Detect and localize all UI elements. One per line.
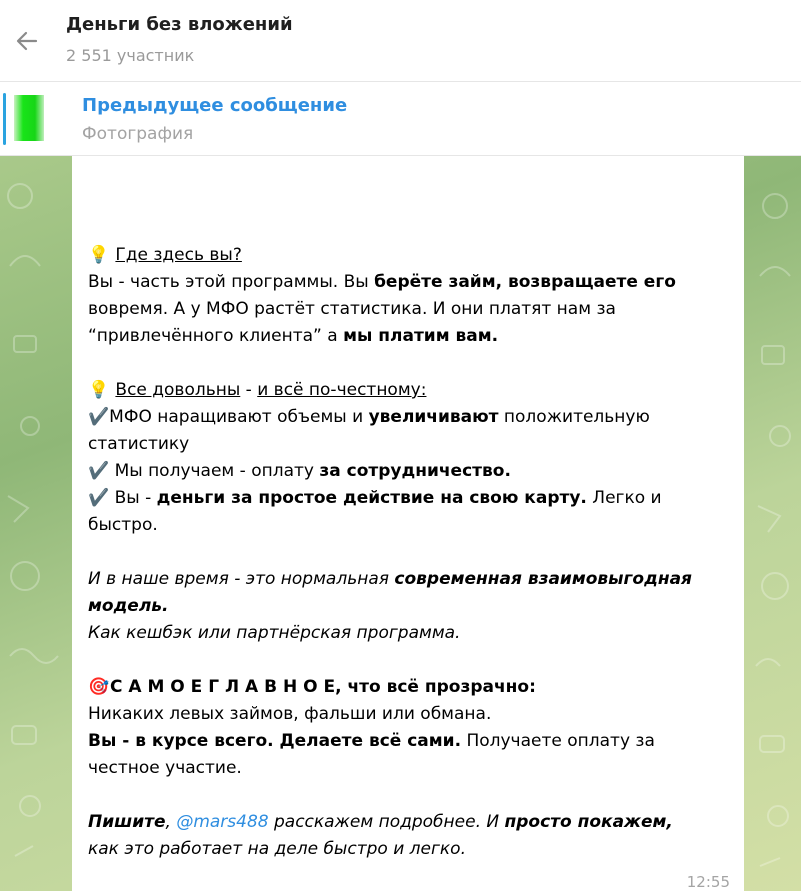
member-count: 2 551 участник [66, 46, 195, 65]
pinned-message-bar[interactable] [0, 83, 801, 156]
italic-text: расскажем подробнее. И [268, 812, 505, 832]
message-text [88, 242, 728, 863]
check-icon: ✔️ [88, 488, 110, 508]
italic-text: , [165, 812, 177, 832]
text: Получаете оплату за [461, 731, 655, 751]
bold-text: за сотрудничество. [319, 461, 511, 481]
section-heading: Все довольны [115, 380, 241, 400]
message-bubble [72, 156, 744, 891]
back-button[interactable] [10, 24, 44, 58]
pinned-title[interactable]: Предыдущее сообщение [82, 95, 348, 116]
check-icon: ✔️ [88, 407, 110, 427]
text: Никаких левых займов, фальши или обмана. [88, 704, 492, 724]
italic-text: И в наше время - это нормальная [88, 569, 395, 589]
text: честное участие. [88, 758, 242, 778]
target-icon: 🎯 [88, 677, 110, 697]
text: положительную [498, 407, 650, 427]
bold-text: С А М О Е Г Л А В Н О Е [110, 677, 336, 697]
bold-italic-text: современная взаимовыгодная [394, 569, 692, 589]
message-time: 12:55 [686, 873, 730, 891]
pinned-thumbnail [14, 95, 44, 141]
chat-title[interactable]: Деньги без вложений [66, 14, 293, 35]
text: МФО наращивают объемы и [109, 407, 369, 427]
bold-italic-text: модель. [88, 596, 169, 616]
bold-text: мы платим вам. [343, 326, 499, 346]
bold-text: берёте займ, возвращаете его [374, 272, 676, 292]
arrow-left-icon [14, 28, 40, 54]
pinned-accent-bar [3, 93, 6, 145]
text: Мы получаем - оплату [109, 461, 320, 481]
text: Вы - [109, 488, 157, 508]
bold-text: Вы - в курсе всего. Делаете всё сами. [88, 731, 462, 751]
bold-italic-text: просто покажем, [504, 812, 673, 832]
text: Вы - часть этой программы. Вы [88, 272, 375, 292]
pinned-subtitle: Фотография [82, 124, 194, 144]
lightbulb-icon: 💡 [88, 245, 110, 265]
text: Легко и [586, 488, 662, 508]
section-heading: и всё по-честному: [257, 380, 427, 400]
italic-text: Как кешбэк или партнёрская программа. [88, 623, 461, 643]
bold-text: деньги за простое действие на свою карту. [156, 488, 587, 508]
italic-text: как это работает на деле быстро и легко. [88, 839, 466, 859]
mention-link[interactable]: @mars488 [176, 812, 269, 832]
text: - [240, 380, 258, 400]
chat-header [0, 0, 801, 82]
check-icon: ✔️ [88, 461, 110, 481]
bold-text: , что всё прозрачно: [335, 677, 536, 697]
text: вовремя. А у МФО растёт статистика. И они платят нам за [88, 299, 616, 319]
lightbulb-icon: 💡 [88, 380, 110, 400]
text: быстро. [88, 515, 158, 535]
text: статистику [88, 434, 190, 454]
bold-italic-text: Пишите [88, 812, 166, 832]
text: “привлечённого клиента” а [88, 326, 344, 346]
section-heading: Где здесь вы? [115, 245, 242, 265]
bold-text: увеличивают [368, 407, 499, 427]
